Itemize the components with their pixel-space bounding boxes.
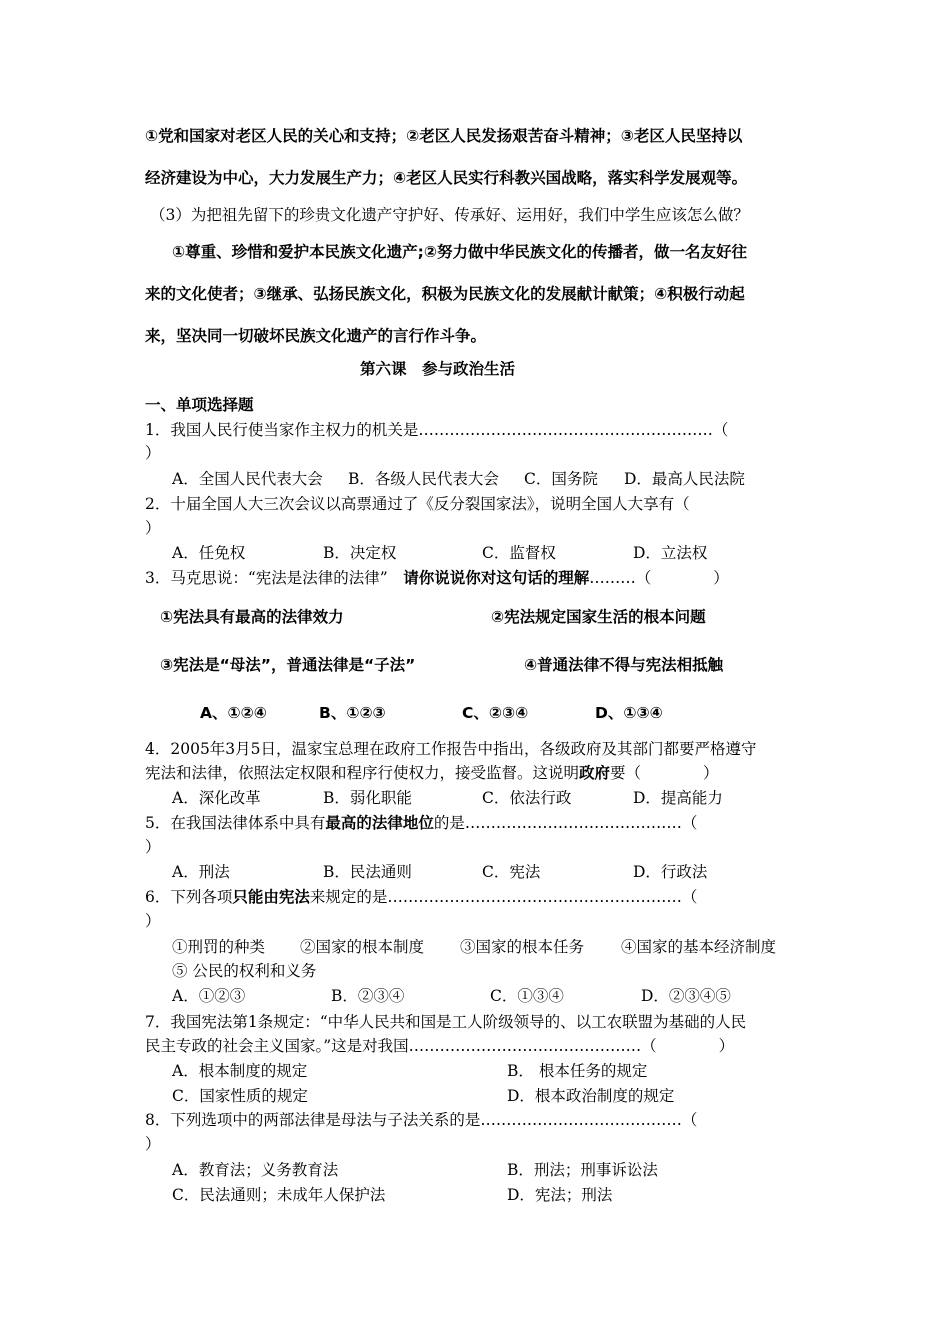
question-8-option-d: D．宪法；刑法 xyxy=(507,1186,613,1204)
question-6-item-2: ②国家的根本制度 xyxy=(300,938,425,956)
question-4-stem-line-1: 4．2005年3月5日，温家宝总理在政府工作报告中指出，各级政府及其部门都要严格遵守 xyxy=(145,740,757,758)
question-3-statement-2: ②宪法规定国家生活的根本问题 xyxy=(491,608,706,626)
question-6-option-b: B．②③④ xyxy=(331,987,405,1005)
lesson-title: 第六课 参与政治生活 xyxy=(359,360,515,378)
question-3-stem xyxy=(145,568,813,588)
question-6-option-d: D．②③④⑤ xyxy=(641,987,731,1005)
question-7-stem-line-1: 7．我国宪法第1条规定：“中华人民共和国是工人阶级领导的、以工农联盟为基础的人民 xyxy=(145,1013,747,1031)
question-8-stem: 8．下列选项中的两部法律是母法与子法关系的是…………………………………（ xyxy=(145,1111,698,1129)
question-4-stem-text: 宪法和法律，依照法定权限和程序行使权力，接受监督。这说明 xyxy=(145,764,580,782)
question-5-bracket-close: ） xyxy=(145,838,161,856)
question-3-stem-text: 3．马克思说：“宪法是法律的法律” xyxy=(145,569,404,587)
question-1-option-c: C．国务院 xyxy=(524,470,598,488)
question-6-item-4: ④国家的基本经济制度 xyxy=(621,938,777,956)
section-title: 一、单项选择题 xyxy=(145,396,254,414)
question-6-stem-text: 6．下列各项 xyxy=(145,888,233,906)
intro-answer-line-1: ①党和国家对老区人民的关心和支持；②老区人民发扬艰苦奋斗精神；③老区人民坚持以 xyxy=(145,127,743,145)
question-7-option-d: D．根本政治制度的规定 xyxy=(507,1087,675,1105)
question-4-option-a: A．深化改革 xyxy=(172,789,261,807)
question-4-stem-bracket: 要（ ） xyxy=(610,764,719,782)
question-2-option-b: B．决定权 xyxy=(323,544,397,562)
question-5-stem-text: 5．在我国法律体系中具有 xyxy=(145,814,326,832)
question-1-option-b: B．各级人民代表大会 xyxy=(348,470,499,488)
question-5-option-d: D．行政法 xyxy=(633,863,708,881)
question-2-stem: 2．十届全国人大三次会议以高票通过了《反分裂国家法》，说明全国人大享有（ xyxy=(145,495,690,513)
question-3-statement-3: ③宪法是“母法”，普通法律是“子法” xyxy=(160,656,416,674)
question-1-option-d: D．最高人民法院 xyxy=(624,470,745,488)
intro-answer-line-2: 经济建设为中心，大力发展生产力；④老区人民实行科教兴国战略，落实科学发展观等。 xyxy=(145,169,748,187)
question-3-option-b: B、①②③ xyxy=(319,704,386,722)
question-2-option-a: A．任免权 xyxy=(172,544,246,562)
question-6-option-c: C．①③④ xyxy=(490,987,564,1005)
question-5-option-a: A．刑法 xyxy=(172,863,230,881)
question-4-stem-emphasis: 政府 xyxy=(579,764,611,782)
question-5-stem-emphasis: 最高的法律地位 xyxy=(325,814,434,832)
question-5-stem xyxy=(145,813,813,833)
question-1-stem: 1．我国人民行使当家作主权力的机关是…………………………………………………（ xyxy=(145,421,729,439)
question-8-option-a: A．教育法；义务教育法 xyxy=(172,1161,339,1179)
question-7-option-a: A．根本制度的规定 xyxy=(172,1062,308,1080)
question-3-option-d: D、①③④ xyxy=(595,704,663,722)
question-4-option-c: C．依法行政 xyxy=(482,789,572,807)
question-2-option-c: C．监督权 xyxy=(482,544,556,562)
question-6-stem-bracket: 来规定的是…………………………………………………（ xyxy=(309,888,698,906)
question-1-option-a: A．全国人民代表大会 xyxy=(172,470,323,488)
question-6-stem xyxy=(145,887,813,907)
question-8-bracket-close: ） xyxy=(145,1135,161,1153)
question-3-stem-bracket: ………（ ） xyxy=(589,569,729,587)
question-6-option-a: A．①②③ xyxy=(172,987,246,1005)
question-6-stem-emphasis: 只能由宪法 xyxy=(232,888,310,906)
question-4-option-d: D．提高能力 xyxy=(633,789,723,807)
question-5-stem-bracket: 的是……………………………………（ xyxy=(433,814,698,832)
question-6-item-3: ③国家的根本任务 xyxy=(460,938,585,956)
question-3-statement-4: ④普通法律不得与宪法相抵触 xyxy=(524,656,724,674)
question-7-option-b: B． 根本任务的规定 xyxy=(507,1062,648,1080)
question-4-option-b: B．弱化职能 xyxy=(323,789,412,807)
intro-question-3: （3）为把祖先留下的珍贵文化遗产守护好、传承好、运用好，我们中学生应该怎么做？ xyxy=(150,206,749,224)
question-2-option-d: D．立法权 xyxy=(633,544,708,562)
intro-answer-3-line-1: ①尊重、珍惜和爱护本民族文化遗产;②努力做中华民族文化的传播者，做一名友好往 xyxy=(172,243,747,261)
question-6-bracket-close: ） xyxy=(145,912,161,930)
intro-answer-3-line-2: 来的文化使者；③继承、弘扬民族文化，积极为民族文化的发展献计献策；④积极行动起 xyxy=(145,285,745,303)
question-6-item-1: ①刑罚的种类 xyxy=(172,938,266,956)
question-5-option-b: B．民法通则 xyxy=(323,863,412,881)
question-3-option-a: A、①②④ xyxy=(200,704,267,722)
question-3-statement-1: ①宪法具有最高的法律效力 xyxy=(160,608,344,626)
question-7-stem-line-2: 民主专政的社会主义国家。”这是对我国………………………………………（ ） xyxy=(145,1037,735,1055)
question-8-option-c: C．民法通则；未成年人保护法 xyxy=(172,1186,386,1204)
question-1-bracket-close: ） xyxy=(145,444,161,462)
question-3-stem-emphasis: 请你说说你对这句话的理解 xyxy=(403,569,590,587)
intro-answer-3-line-3: 来，坚决同一切破坏民族文化遗产的言行作斗争。 xyxy=(145,327,487,345)
question-8-option-b: B．刑法；刑事诉讼法 xyxy=(507,1161,658,1179)
question-3-option-c: C、②③④ xyxy=(462,704,529,722)
question-2-bracket-close: ） xyxy=(145,519,161,537)
question-6-item-5: ⑤ 公民的权利和义务 xyxy=(172,962,317,980)
question-5-option-c: C．宪法 xyxy=(482,863,541,881)
question-7-option-c: C．国家性质的规定 xyxy=(172,1087,308,1105)
question-4-stem-line-2 xyxy=(145,763,813,783)
